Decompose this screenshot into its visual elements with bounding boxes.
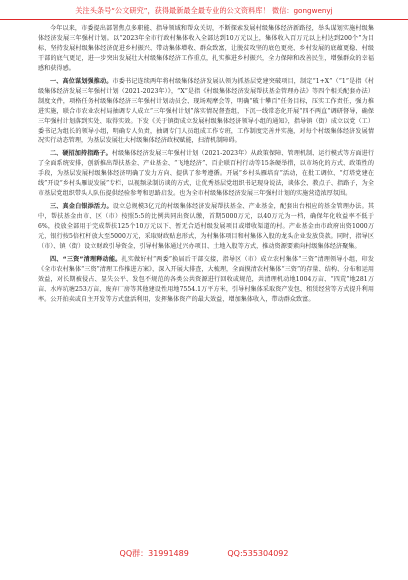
section-4-heading: 四、“三资”清理释动能。: [50, 255, 122, 263]
section-2-paragraph: [38, 149, 374, 199]
footer-contacts: [0, 548, 408, 559]
article-body: [38, 24, 374, 308]
section-2-heading: 二、硬招加持指路子。: [50, 150, 112, 158]
section-1-text: 市委书记连续两年将村级集体经济发展认领为抓基层党建突破项目，制定“1+X”（“1”是指《村级集体经济发展三年强村计划（2021-2023年）》，“X”是指《村级集体经济发展帮扶基金管理办法》等四个相关配套办法）制度文件，项格任务村级集体经济三年强村计划动员会、现场观摩会等，明确“破十攀百”任务目标，压实工作责任，强力推进实施，联合市农业农村局抽调专人成立“三年强村计划”落实情况督查组，下沉一线常态化开展“四不两直”调研督导，确保三年强村计划落到实处、取得实效。下发《关于镇街成立发展村级集体经济领导小组的通知》，指导镇（街）成立以党（工）委书记为组长的领导小组，明确专人负责，抽调专门人员组成工作专班，工作制度完善并实施，对每个村级集体经济发展情况实行动态管理，为基层发展壮大村级集体经济政权赋能，扫清机制障碍。: [38, 77, 374, 145]
section-1-paragraph: [38, 77, 374, 147]
section-4-paragraph: [38, 255, 374, 305]
section-4-text: 扎实做好村“两委”换届后干部交接，指导区（市）成立农村集体“三资”清理领导小组，印发《全市农村集体“三资”清理工作推进方案》，深入开展大排查，大梳理，全面摸清农村集体“三资”的存量、结构、分布和运用效益，对长期被侵占、显失公平、发包不规范的各类公共资源进行回收或规范，共清理机动地1004万亩、“四荒”地281万亩、水库坑塘253万亩，废弃厂房等其他建设性用地7554.1万平方米，引导村集体采取资产发包、租赁经营等方式提升利用率。公开拍卖或自主开发等方式盘活利用，发挥集体资产的最大效益，增加集体收入，带动群众致富。: [38, 255, 374, 303]
section-3-heading: 三、真金白银添活力。: [50, 203, 113, 211]
intro-paragraph: 今年以来，市委提出部署焦点多职能、指导领域和帮众关切，不断探索发展村级集体经济新路径，举头谋划实施村级集体经济发展三年强村计划。以“2023年全市行政村集体收入全部达到10万元以上，集体收入百万元以上村达到200个”为目标，坚持发展村级集体经济促进乡村振兴、带动集体增收、群众致富，让脱贫攻坚的底色更亮、乡村发展的底蕴更稳、村级干部的底气更足，进一步突出发展壮大村级集体经济工作重点，扎实推进乡村振兴，全力保障和改善民生，增强群众的幸福感和获得感。: [38, 25, 374, 72]
section-3-paragraph: [38, 202, 374, 252]
qq-group-label: QQ群：31991489: [119, 549, 189, 558]
section-3-text: 设立总规模3亿元的村级集体经济发展帮扶基金、产业基金，配套出台相应的基金管理办法。其中，帮扶基金由市、区（市）按照5:5的比例共同出资认缴，首期5000万元，以40万元为一档，确保年化收益率不低于6%，投放全部用于完成帮扶125个10万元以下、暂无合适村级发展项目或增收渠道的村。产业基金由市政府出资1000万元，银行按5倍杠杆放大至5000万元，采取财政贴息形式，为村集体项目和村集体入股的龙头企业发放贷款。同时，指导区（市）、镇（街）设立财政引导资金，引导村集体通过兴办项目、土地入股等方式，推动资源要素向村级集体经济聚集。: [38, 203, 374, 251]
header-banner: 关注头条号“公文研究”，获得最新最全最专业的公文资料库！ 微信：gongwenyj: [0, 6, 408, 20]
section-2-text: 村级集体经济发展三年强村计划（2021-2023年）从政策保障、管理机制、运行模式等方面进行了全面系统安排，创新推出帮扶基金、产业基金、“飞地经济”、百企联百村行动等15条硬举措，以市场化的方式、政策性的手段，为基层发展村级集体经济明确了发力方向、提供了参考遵循。开展“乡村头雁培育”活动，在批工调位、“灯塔党建在线”开设“乡村头雁说发展”专栏，以视频录制访谈的方式，让优秀基层党组织书记现身说法，谈体会、教点子、指路子，为全市基层党组织带头人队伍提供经验参考和思路启发。也为全市村级集体经济发展三年强村计划的实施营造浓厚氛围。: [38, 150, 375, 198]
section-1-heading: 一、高位谋划强推动。: [50, 77, 113, 85]
qq-label: QQ:535304092: [227, 549, 289, 558]
